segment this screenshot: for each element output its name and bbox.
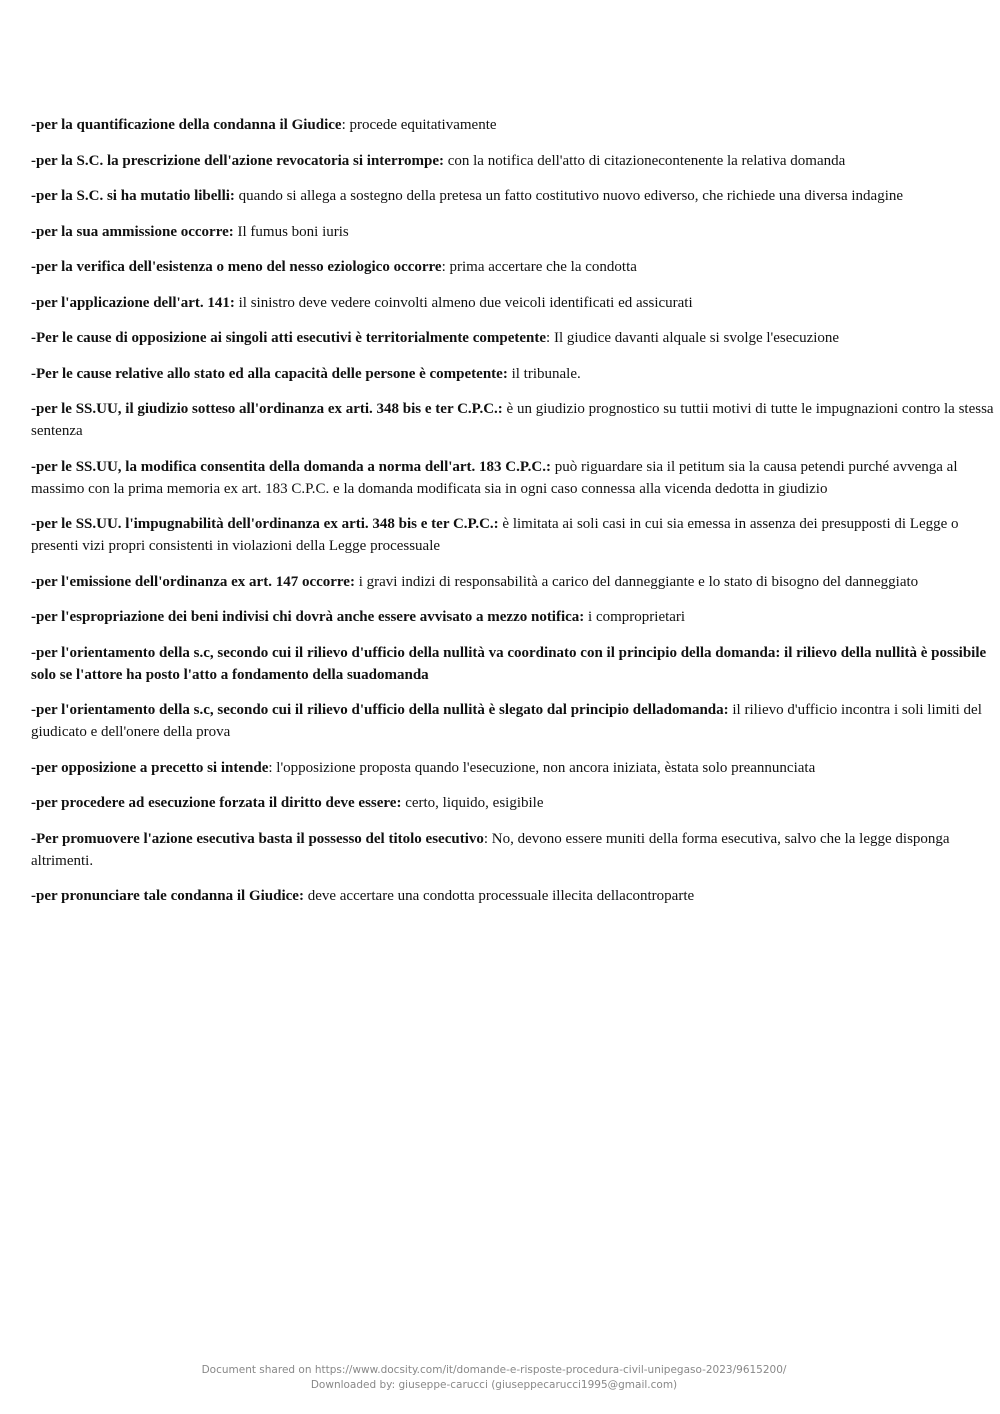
qa-entry bbox=[31, 327, 999, 349]
question-text: -per la verifica dell'esistenza o meno del nesso eziologico occorre bbox=[31, 259, 442, 275]
question-text: -per l'orientamento della s.c, secondo cui il rilievo d'ufficio della nullità va coordinato con il principio della domanda: il rilievo della nullità è possibile solo se l'attore ha posto l'atto a fondamento della suadomanda bbox=[31, 644, 987, 683]
shared-on-notice: Document shared on https://www.docsity.com/it/domande-e-risposte-procedura-civil-unipegaso-2023/9615200/ bbox=[201, 1364, 787, 1376]
qa-entry bbox=[31, 571, 999, 593]
question-text: -per le SS.UU, la modifica consentita della domanda a norma dell'art. 183 C.P.C.: bbox=[31, 458, 551, 475]
question-text: -per la sua ammissione occorre: bbox=[31, 223, 234, 240]
qa-entry bbox=[31, 885, 999, 907]
qa-entry bbox=[31, 114, 999, 136]
qa-entry bbox=[31, 456, 999, 500]
question-text: -Per promuovere l'azione esecutiva basta il possesso del titolo esecutivo bbox=[31, 830, 484, 847]
answer-text: certo, liquido, esigibile bbox=[401, 795, 544, 811]
question-text: -Per le cause relative allo stato ed alla capacità delle persone è competente: bbox=[31, 365, 508, 382]
page-footer bbox=[0, 1363, 988, 1393]
question-text: -per le SS.UU. l'impugnabilità dell'ordinanza ex arti. 348 bis e ter C.P.C.: bbox=[31, 516, 499, 532]
qa-entry bbox=[31, 757, 999, 779]
answer-text: deve accertare una condotta processuale illecita dellacontroparte bbox=[303, 888, 695, 904]
answer-text: : l'opposizione proposta quando l'esecuzione, non ancora iniziata, èstata solo preannunciata bbox=[268, 759, 816, 776]
question-text: -per le SS.UU, il giudizio sotteso all'ordinanza ex arti. 348 bis e ter C.P.C.: bbox=[31, 401, 503, 417]
qa-entry bbox=[31, 606, 999, 628]
question-text: -per pronunciare tale condanna il Giudice: bbox=[31, 888, 304, 904]
question-text: -per l'emissione dell'ordinanza ex art. 147 occorre: bbox=[31, 573, 355, 590]
answer-text: i gravi indizi di responsabilità a carico del danneggiante e lo stato di bisogno del danneggiato bbox=[354, 573, 919, 590]
answer-text: Il fumus boni iuris bbox=[233, 223, 349, 240]
answer-text: può riguardare sia il petitum sia la causa petendi purché avvenga al massimo con la prima memoria ex art. 183 C.P.C. e la domanda modificata sia in ogni caso connessa alla vicenda dedotta in giudizio bbox=[31, 458, 958, 497]
answer-text: quando si allega a sostegno della pretesa un fatto costitutivo nuovo ediverso, che richiede una diversa indagine bbox=[234, 188, 904, 204]
question-text: -per opposizione a precetto si intende bbox=[31, 759, 269, 776]
qa-entry bbox=[31, 828, 999, 872]
qa-entry bbox=[31, 642, 999, 686]
question-text: -per la S.C. si ha mutatio libelli: bbox=[31, 188, 235, 204]
qa-entry bbox=[31, 256, 999, 278]
document-body bbox=[31, 114, 999, 921]
answer-text: i comproprietari bbox=[584, 609, 686, 625]
question-text: -per l'orientamento della s.c, secondo cui il rilievo d'ufficio della nullità è slegato dal principio delladomanda: bbox=[31, 702, 729, 718]
answer-text: con la notifica dell'atto di citazionecontenente la relativa domanda bbox=[443, 152, 846, 169]
qa-entry bbox=[31, 221, 999, 243]
downloaded-by-notice: Downloaded by: giuseppe-carucci (giuseppecarucci1995@gmail.com) bbox=[310, 1379, 678, 1391]
answer-text: : Il giudice davanti alquale si svolge l'esecuzione bbox=[546, 330, 840, 346]
question-text: -per procedere ad esecuzione forzata il diritto deve essere: bbox=[31, 795, 402, 811]
answer-text: è limitata ai soli casi in cui sia emessa in assenza dei presupposti di Legge o presenti vizi propri consistenti in violazioni della Legge processuale bbox=[31, 516, 959, 554]
qa-entry bbox=[31, 363, 999, 385]
qa-entry bbox=[31, 292, 999, 314]
question-text: -Per le cause di opposizione ai singoli atti esecutivi è territorialmente competente bbox=[31, 330, 547, 346]
question-text: -per la S.C. la prescrizione dell'azione revocatoria si interrompe: bbox=[31, 152, 444, 169]
qa-entry bbox=[31, 513, 999, 557]
qa-entry bbox=[31, 792, 999, 814]
answer-text: è un giudizio prognostico su tuttii motivi di tutte le impugnazioni contro la stessa sentenza bbox=[31, 401, 994, 439]
question-text: -per la quantificazione della condanna il Giudice bbox=[31, 117, 342, 133]
question-text: -per l'applicazione dell'art. 141: bbox=[31, 294, 235, 311]
answer-text: il tribunale. bbox=[507, 365, 581, 382]
answer-text: : prima accertare che la condotta bbox=[441, 259, 637, 275]
qa-entry bbox=[31, 699, 999, 743]
answer-text: : No, devono essere muniti della forma esecutiva, salvo che la legge disponga altrimenti. bbox=[31, 830, 950, 869]
answer-text: : procede equitativamente bbox=[341, 117, 497, 133]
question-text: -per l'espropriazione dei beni indivisi chi dovrà anche essere avvisato a mezzo notifica: bbox=[31, 609, 585, 625]
qa-entry bbox=[31, 185, 999, 207]
answer-text: il rilievo d'ufficio incontra i soli limiti del giudicato e dell'onere della prova bbox=[31, 702, 982, 740]
answer-text: il sinistro deve vedere coinvolti almeno due veicoli identificati ed assicurati bbox=[234, 294, 693, 311]
qa-entry bbox=[31, 150, 999, 172]
qa-entry bbox=[31, 398, 999, 442]
